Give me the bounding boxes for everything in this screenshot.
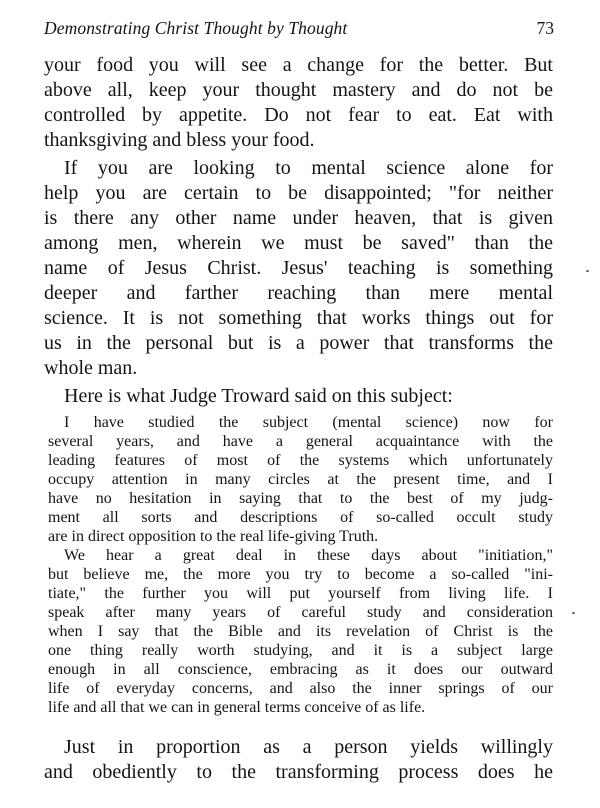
body-line: controlled by appetite. Do not fear to eat. Eat with (44, 104, 553, 126)
quote-line: I have studied the subject (mental science) now for (64, 414, 553, 431)
body-line: help you are certain to be disappointed; "for neither (44, 182, 553, 204)
body-line: us in the personal but is a power that transforms the (44, 332, 553, 354)
quote-line: ment all sorts and descriptions of so-called occult study (48, 509, 553, 526)
body-line: thanksgiving and bless your food. (44, 129, 315, 151)
body-line: deeper and farther reaching than mere mental (44, 282, 553, 304)
quote-line: but believe me, the more you try to become a so-called "ini- (48, 566, 553, 583)
quote-line: leading features of most of the systems which unfortunately (48, 452, 553, 469)
quote-line: have no hesitation in saying that to the best of my judg- (48, 490, 553, 507)
body-line: Just in proportion as a person yields willingly (64, 736, 553, 758)
body-line: is there any other name under heaven, that is given (44, 207, 553, 229)
scan-speck (586, 270, 589, 272)
quote-line: We hear a great deal in these days about "initiation," (64, 547, 553, 564)
quote-line: are in direct opposition to the real life-giving Truth. (48, 528, 379, 545)
body-line: If you are looking to mental science alone for (64, 157, 553, 179)
quote-line: several years, and have a general acquaintance with the (48, 433, 553, 450)
body-line: above all, keep your thought mastery and do not be (44, 79, 553, 101)
body-line: and obediently to the transforming process does he (44, 761, 553, 783)
body-line: your food you will see a change for the better. But (44, 54, 553, 76)
quote-line: life of everyday concerns, and also the inner springs of our (48, 680, 553, 697)
body-line: science. It is not something that works things out for (44, 307, 553, 329)
body-line: whole man. (44, 357, 138, 379)
quote-line: when I say that the Bible and its revelation of Christ is the (48, 623, 553, 640)
quote-line: enough in all conscience, embracing as it does our outward (48, 661, 553, 678)
body-line: Here is what Judge Troward said on this subject: (64, 385, 453, 407)
page-number: 73 (536, 18, 554, 38)
quote-line: occupy attention in many circles at the present time, and I (48, 471, 553, 488)
body-line: name of Jesus Christ. Jesus' teaching is something (44, 257, 553, 279)
quote-line: one thing really worth studying, and it is a subject large (48, 642, 553, 659)
running-title: Demonstrating Christ Thought by Thought (44, 18, 348, 38)
quote-line: tiate," the further you will put yourself from living life. I (48, 585, 553, 602)
scan-speck (572, 612, 575, 614)
quote-line: life and all that we can in general terms conceive of as life. (48, 699, 426, 716)
running-head (44, 14, 554, 42)
quote-line: speak after many years of careful study and consideration (48, 604, 553, 621)
body-line: among men, wherein we must be saved" than the (44, 232, 553, 254)
